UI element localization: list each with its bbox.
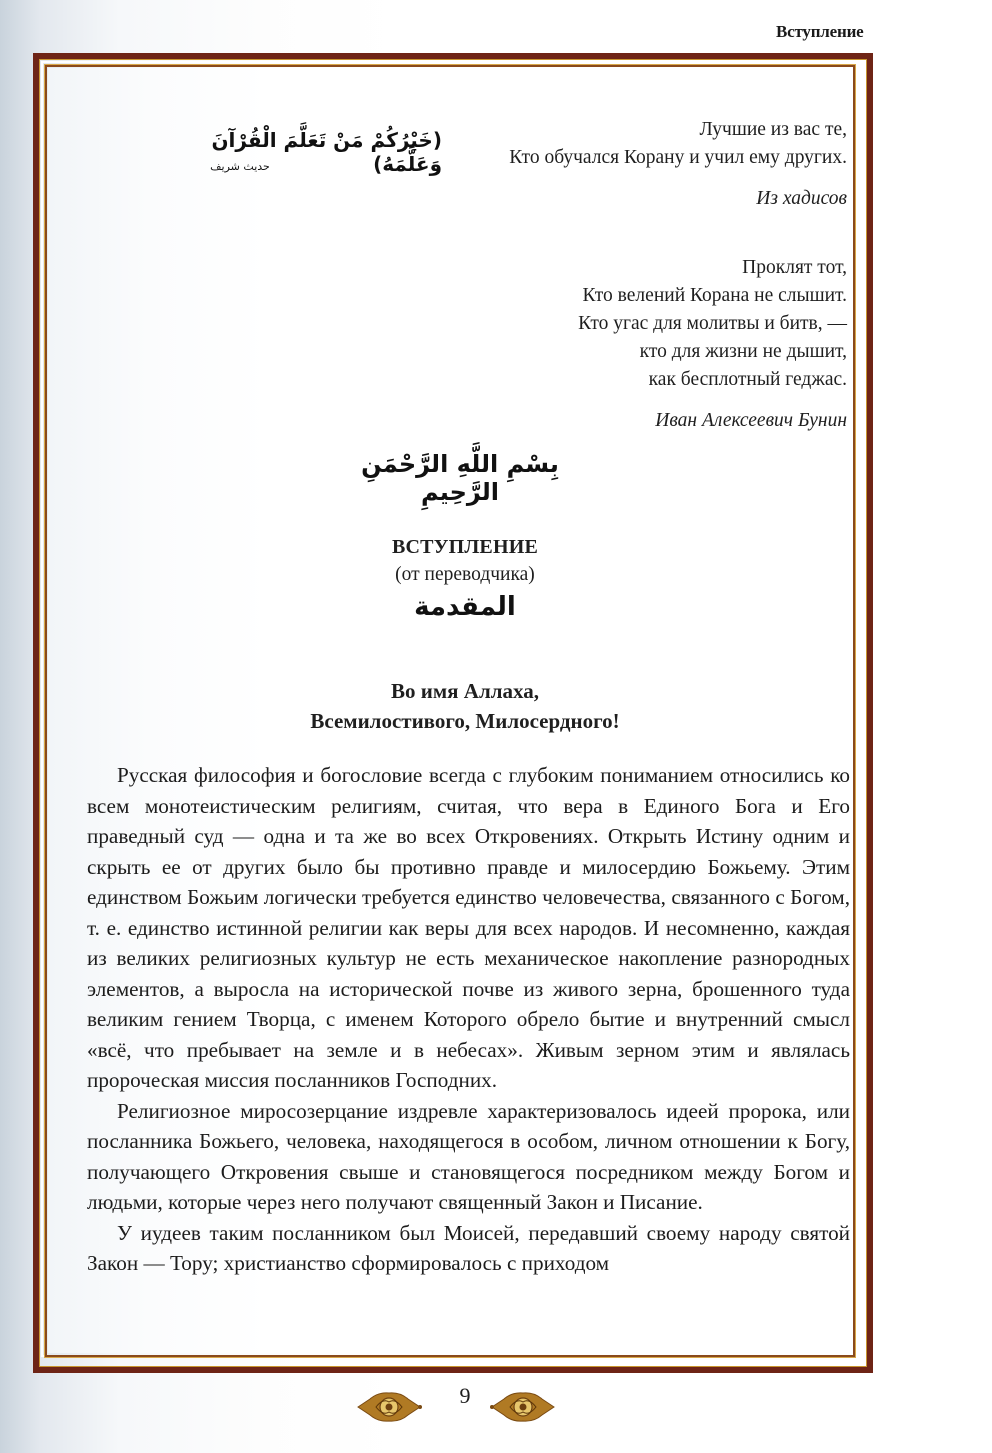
page-number: 9 <box>459 1383 471 1408</box>
invocation <box>0 676 930 736</box>
running-head: Вступление <box>776 22 864 41</box>
epigraph-line: как бесплотный геджас. <box>648 369 847 390</box>
epigraph-line: Кто велений Корана не слышит. <box>582 285 847 306</box>
paragraph: У иудеев таким посланником был Моисей, передавший своему народу святой Закон — Тору; христианство сформировалось с приходом <box>87 1220 850 1275</box>
arabesque-ornament-icon <box>490 1390 556 1424</box>
hadith-arabic-source: حديث شريف <box>210 160 270 173</box>
paragraph: Религиозное миросозерцание издревле характеризовалось идеей пророка, или посланника Божьего, человека, находящегося в особом, личном отношении к Богу, получающего Откровения свыше и становящегося посредником между Богом и людьми, которые через него получают священный Закон и Писание. <box>87 1098 850 1214</box>
epigraph-line: кто для жизни не дышит, <box>639 341 847 362</box>
epigraph-2 <box>578 254 847 394</box>
epigraph-line: Проклят тот, <box>742 257 847 278</box>
hadith-arabic: (خَيْرُكُمْ مَنْ تَعَلَّمَ الْقُرْآنَ وَعَلَّمَهُ) <box>211 128 442 176</box>
section-arabic-title: المقدمة <box>414 592 516 622</box>
epigraph-1 <box>509 116 847 172</box>
epigraph-2-source: Иван Алексеевич Бунин <box>655 410 847 431</box>
epigraph-line: Кто угас для молитвы и битв, — <box>578 313 847 334</box>
paragraph: Русская философия и богословие всегда с глубоким пониманием относились ко всем монотеистическим религиям, считая, что вера в Единого Бога и Его праведный суд — одна и та же во всех Откровениях. Открыть Истину одним и скрыть ее от других было бы противно правде и милосердию Божьему. Этим единством Божьим логически требуется единство человечества, связанного с Богом, т. е. единство истинной религии как веры для всех народов. И несомненно, каждая из великих религиозных культур не есть механическое накопление разнородных элементов, а выросла на исторической почве из живого зерна, брошенного туда великим гением Творца, с именем Которого обрело бытие и внутренний смысл «всё, что пребывает на земле и в небесах». Живым зерном этим и являлась пророческая миссия посланников Господних. <box>87 763 850 1092</box>
invocation-line: Всемилостивого, Милосердного! <box>310 709 620 733</box>
epigraph-line: Лучшие из вас те, <box>699 119 847 140</box>
epigraph-1-source: Из хадисов <box>756 188 847 209</box>
body-text <box>87 760 850 1279</box>
invocation-line: Во имя Аллаха, <box>391 679 539 703</box>
basmala-calligraphy: بِسْمِ اللَّهِ الرَّحْمَنِ الرَّحِيمِ <box>361 450 559 506</box>
section-subtitle: (от переводчика) <box>395 564 535 585</box>
epigraph-line: Кто обучался Корану и учил ему других. <box>509 147 847 168</box>
section-title: ВСТУПЛЕНИЕ <box>391 536 539 558</box>
